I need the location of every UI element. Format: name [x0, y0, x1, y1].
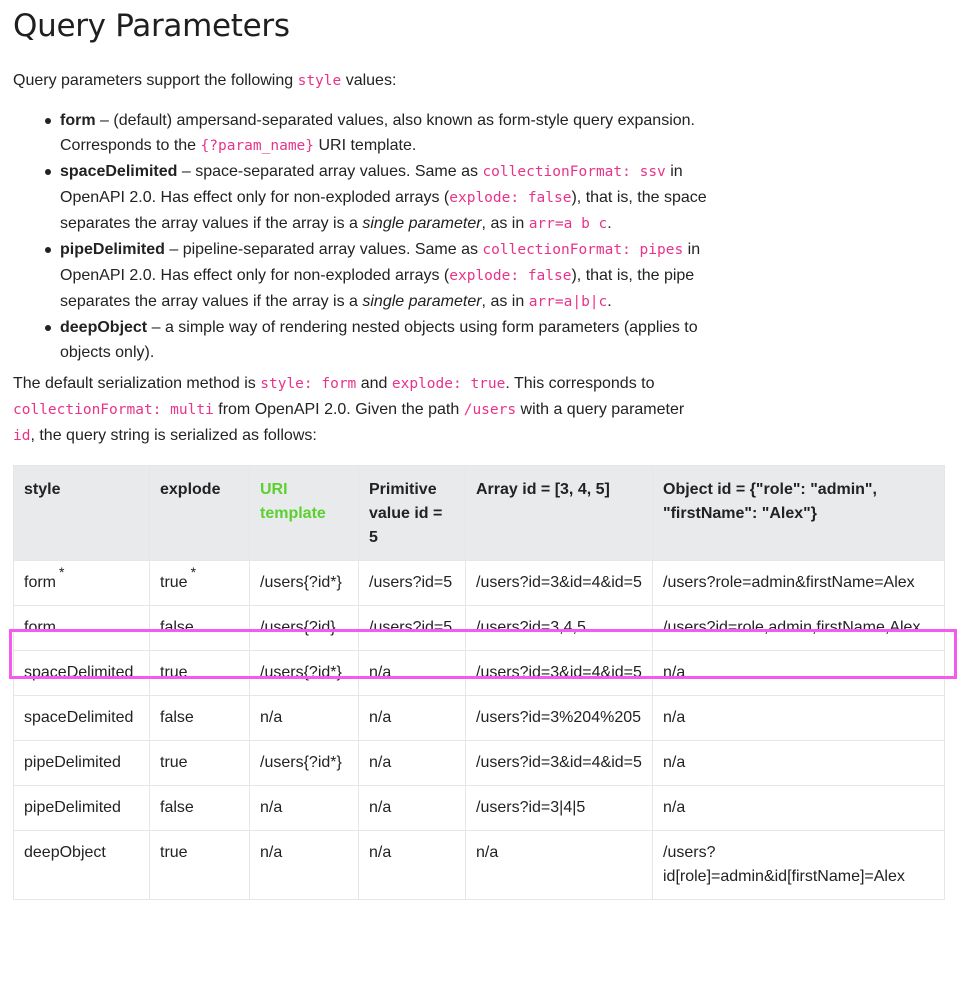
cell-array	[466, 741, 653, 786]
cell-style	[14, 561, 150, 606]
text-run: , as in	[481, 293, 529, 310]
cell-value: true	[160, 574, 188, 591]
cell-value: n/a	[260, 799, 283, 816]
cell-primitive	[359, 831, 466, 900]
table-row	[14, 651, 945, 696]
cell-style	[14, 651, 150, 696]
text-run: , as in	[481, 215, 529, 232]
cell-value: /users?id=5	[369, 574, 453, 591]
text-run: ), that is, the pipe separates the array values if the array is a	[60, 267, 695, 310]
style-name: spaceDelimited	[60, 163, 178, 180]
emphasis-text: single parameter	[362, 293, 482, 310]
cell-style	[14, 741, 150, 786]
cell-object	[653, 786, 945, 831]
cell-value: pipeDelimited	[24, 754, 121, 771]
bullet-icon	[45, 325, 51, 331]
cell-value: /users?id=role,admin,firstName,Alex	[663, 619, 921, 636]
inline-code: id	[13, 428, 31, 444]
table-row	[14, 696, 945, 741]
inline-code: collectionFormat: multi	[13, 402, 214, 418]
cell-value: n/a	[369, 664, 392, 681]
inline-code: explode: false	[449, 190, 572, 206]
serialization-table	[13, 465, 945, 900]
cell-primitive	[359, 741, 466, 786]
text-run: in OpenAPI 2.0. Has effect only for non-exploded arrays (	[60, 241, 701, 284]
cell-uri	[250, 786, 359, 831]
text-run: (default) ampersand-separated values, also known as form-style query expansion. Corresponds to the	[60, 112, 695, 154]
cell-value: /users{?id}	[260, 619, 336, 636]
cell-explode	[150, 831, 250, 900]
style-name: form	[60, 112, 96, 129]
cell-value: /users{?id*}	[260, 754, 342, 771]
text-run: pipeline-separated array values. Same as	[182, 241, 483, 258]
cell-uri	[250, 606, 359, 651]
cell-value: n/a	[663, 754, 686, 771]
cell-object	[653, 651, 945, 696]
cell-explode	[150, 561, 250, 606]
text-run: ), that is, the space separates the array values if the array is a	[60, 189, 707, 232]
default-marker: *	[59, 563, 65, 580]
cell-value: /users?id=3&id=4&id=5	[476, 664, 642, 681]
cell-primitive	[359, 561, 466, 606]
list-item-form	[40, 108, 740, 159]
inline-code: {?param_name}	[200, 138, 315, 154]
default-marker: *	[190, 563, 197, 580]
cell-array	[466, 696, 653, 741]
bullet-icon	[45, 247, 51, 253]
cell-style	[14, 606, 150, 651]
text-run: .	[607, 293, 612, 310]
cell-primitive	[359, 786, 466, 831]
table-row	[14, 741, 945, 786]
text-run: URI template.	[314, 137, 417, 154]
inline-code: /users	[463, 402, 517, 418]
inline-code: collectionFormat: pipes	[482, 242, 684, 258]
table-row	[14, 831, 945, 900]
table-row-highlighted	[14, 606, 945, 651]
emphasis-text: single parameter	[362, 215, 482, 232]
list-item-pipeDelimited	[40, 237, 740, 315]
text-run: space-separated array values. Same as	[195, 163, 483, 180]
text-run: from OpenAPI 2.0. Given the path	[213, 401, 464, 418]
inline-code: style: form	[260, 376, 357, 392]
cell-value: true	[160, 754, 188, 771]
cell-array	[466, 606, 653, 651]
cell-explode	[150, 651, 250, 696]
cell-array	[466, 831, 653, 900]
text-run: and	[356, 375, 392, 392]
dash: –	[95, 112, 114, 129]
cell-value: form	[24, 619, 56, 636]
inline-code: arr=a|b|c	[528, 294, 608, 310]
text-run: , the query string is serialized as follows:	[30, 427, 317, 444]
cell-object	[653, 696, 945, 741]
cell-value: /users?id=3&id=4&id=5	[476, 574, 642, 591]
cell-uri	[250, 831, 359, 900]
list-item-deepObject	[40, 315, 740, 365]
cell-array	[466, 786, 653, 831]
table-row	[14, 786, 945, 831]
cell-value: spaceDelimited	[24, 709, 134, 726]
cell-value: n/a	[369, 709, 392, 726]
cell-value: n/a	[476, 844, 499, 861]
style-values-list	[40, 108, 740, 365]
cell-value: /users?id=3|4|5	[476, 799, 586, 816]
bullet-icon	[45, 118, 51, 124]
dash: –	[147, 319, 165, 336]
cell-value: n/a	[260, 844, 283, 861]
cell-value: spaceDelimited	[24, 664, 134, 681]
cell-array	[466, 561, 653, 606]
column-header: Object id = {"role": "admin", "firstName": "Alex"}	[653, 466, 945, 561]
cell-value: /users?id=3&id=4&id=5	[476, 754, 642, 771]
cell-value: n/a	[369, 844, 392, 861]
cell-uri	[250, 651, 359, 696]
cell-array	[466, 651, 653, 696]
cell-uri	[250, 696, 359, 741]
cell-explode	[150, 696, 250, 741]
cell-value: false	[160, 799, 194, 816]
cell-style	[14, 831, 150, 900]
cell-value: pipeDelimited	[24, 799, 121, 816]
cell-value: n/a	[369, 799, 392, 816]
cell-value: /users?role=admin&firstName=Alex	[663, 574, 915, 591]
text-run: The default serialization method is	[13, 375, 261, 392]
cell-object	[653, 831, 945, 900]
column-header: Primitive value id = 5	[359, 466, 466, 561]
cell-object	[653, 741, 945, 786]
text-run: with a query parameter	[516, 401, 685, 418]
cell-value: true	[160, 664, 188, 681]
text-run: . This corresponds to	[505, 375, 655, 392]
cell-value: false	[160, 619, 194, 636]
cell-value: form	[24, 574, 56, 591]
dash: –	[164, 241, 183, 258]
cell-uri	[250, 561, 359, 606]
text-run: .	[607, 215, 612, 232]
default-serialization-paragraph	[13, 371, 693, 449]
inline-code: arr=a b c	[528, 216, 608, 232]
intro-paragraph	[13, 68, 396, 94]
cell-value: n/a	[369, 754, 392, 771]
cell-value: n/a	[260, 709, 283, 726]
cell-value: /users?id=3%204%205	[476, 709, 642, 726]
cell-value: n/a	[663, 664, 686, 681]
cell-primitive	[359, 606, 466, 651]
cell-primitive	[359, 651, 466, 696]
cell-value: n/a	[663, 709, 686, 726]
dash: –	[177, 163, 196, 180]
cell-value: /users?id[role]=admin&id[firstName]=Alex	[663, 844, 905, 885]
column-header: explode	[150, 466, 250, 561]
cell-value: true	[160, 844, 188, 861]
list-item-spaceDelimited	[40, 159, 740, 237]
cell-value: /users{?id*}	[260, 664, 342, 681]
cell-value: deepObject	[24, 844, 106, 861]
cell-value: /users{?id*}	[260, 574, 342, 591]
text-run: in OpenAPI 2.0. Has effect only for non-exploded arrays (	[60, 163, 683, 206]
cell-explode	[150, 786, 250, 831]
column-header: URI template	[250, 466, 359, 561]
table-header-row	[14, 466, 945, 561]
bullet-icon	[45, 169, 51, 175]
inline-code: collectionFormat: ssv	[482, 164, 666, 180]
cell-uri	[250, 741, 359, 786]
intro-text-before: Query parameters support the following	[13, 72, 298, 89]
column-header: style	[14, 466, 150, 561]
cell-value: n/a	[663, 799, 686, 816]
table-row	[14, 561, 945, 606]
cell-value: false	[160, 709, 194, 726]
cell-explode	[150, 741, 250, 786]
inline-code: explode: false	[449, 268, 572, 284]
cell-value: /users?id=5	[369, 619, 453, 636]
style-name: pipeDelimited	[60, 241, 165, 258]
cell-style	[14, 696, 150, 741]
cell-primitive	[359, 696, 466, 741]
page-title: Query Parameters	[13, 8, 290, 44]
cell-value: /users?id=3,4,5	[476, 619, 586, 636]
cell-object	[653, 606, 945, 651]
style-name: deepObject	[60, 319, 148, 336]
cell-object	[653, 561, 945, 606]
inline-code-style: style	[297, 73, 342, 89]
column-header: Array id = [3, 4, 5]	[466, 466, 653, 561]
cell-explode	[150, 606, 250, 651]
inline-code: explode: true	[391, 376, 506, 392]
text-run: a simple way of rendering nested objects using form parameters (applies to objects only).	[60, 319, 698, 361]
cell-style	[14, 786, 150, 831]
intro-text-after: values:	[341, 72, 397, 89]
